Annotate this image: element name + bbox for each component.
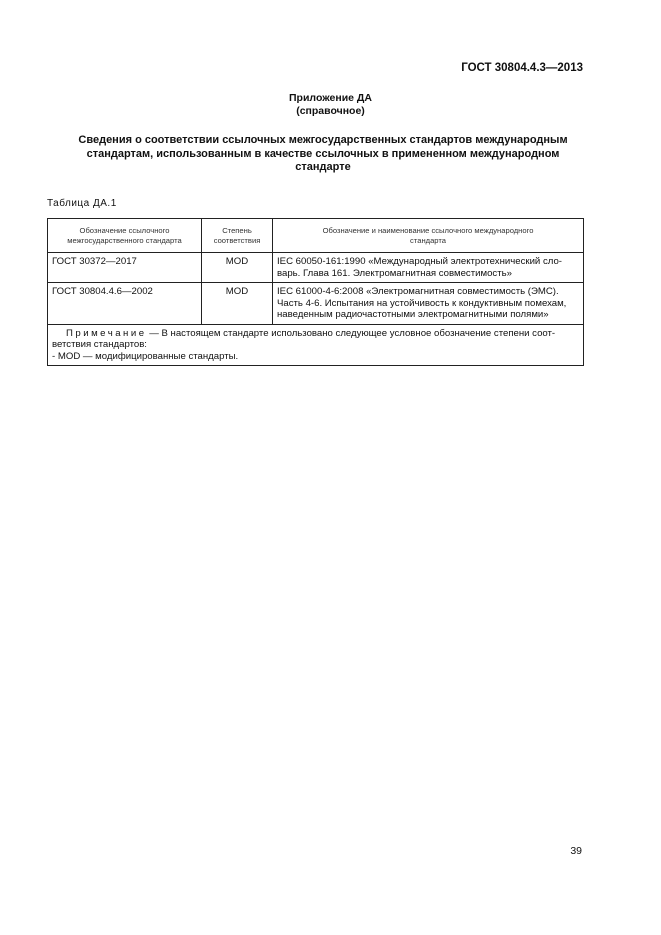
- annex-title: Приложение ДА: [289, 92, 372, 104]
- header-cell-standard: [48, 219, 202, 253]
- cell-text: варь. Глава 161. Электромагнитная совместимость»: [277, 267, 512, 279]
- annex-heading: [0, 92, 661, 118]
- cell-international: [273, 253, 584, 283]
- cell-international: [273, 283, 584, 325]
- note-cell: [48, 324, 584, 366]
- header-text: Обозначение ссылочного: [79, 225, 170, 235]
- section-title-line-1: Сведения о соответствии ссылочных межгосударственных стандартов международным: [78, 134, 568, 146]
- section-title-line-3: стандарте: [295, 161, 351, 173]
- note-first-line: [52, 328, 579, 340]
- section-title: [58, 134, 588, 175]
- cell-text: наведенным радиочастотными электромагнитными полями»: [277, 309, 549, 320]
- table-caption: Таблица ДА.1: [47, 198, 117, 209]
- cell-standard: ГОСТ 30372—2017: [48, 253, 202, 283]
- note-text: — В настоящем стандарте использовано следующее условное обозначение степени соот-: [146, 327, 556, 339]
- note-text-continued: ветствия стандартов:: [52, 339, 147, 350]
- cell-standard: ГОСТ 30804.4.6—2002: [48, 283, 202, 325]
- cell-text: IEC 61000-4-6:2008 «Электромагнитная совместимость (ЭМС).: [277, 286, 559, 297]
- cell-text: Часть 4-6. Испытания на устойчивость к кондуктивным помехам,: [277, 297, 567, 309]
- note-definition: - MOD — модифицированные стандарты.: [52, 350, 239, 362]
- table-note-row: [48, 324, 584, 366]
- header-text: стандарта: [410, 235, 446, 245]
- header-text: Обозначение и наименование ссылочного международного: [322, 225, 534, 235]
- correspondence-table: [47, 218, 584, 366]
- cell-degree: MOD: [202, 253, 273, 283]
- header-text: межгосударственного стандарта: [67, 235, 182, 245]
- table-row: [48, 283, 584, 325]
- note-label: Примечание: [66, 327, 147, 339]
- cell-degree: MOD: [202, 283, 273, 325]
- page-number: 39: [570, 845, 582, 857]
- table-row: [48, 253, 584, 283]
- cell-text: IEC 60050-161:1990 «Международный электротехнический сло-: [277, 256, 562, 267]
- header-text: соответствия: [213, 235, 261, 245]
- document-code: ГОСТ 30804.4.3—2013: [461, 62, 583, 74]
- header-cell-international: [273, 219, 584, 253]
- header-text: Степень: [222, 225, 252, 235]
- table-header-row: [48, 219, 584, 253]
- annex-subtitle: (справочное): [296, 105, 365, 117]
- header-cell-degree: [202, 219, 273, 253]
- section-title-line-2: стандартам, использованным в качестве ссылочных в примененном международном: [86, 147, 560, 160]
